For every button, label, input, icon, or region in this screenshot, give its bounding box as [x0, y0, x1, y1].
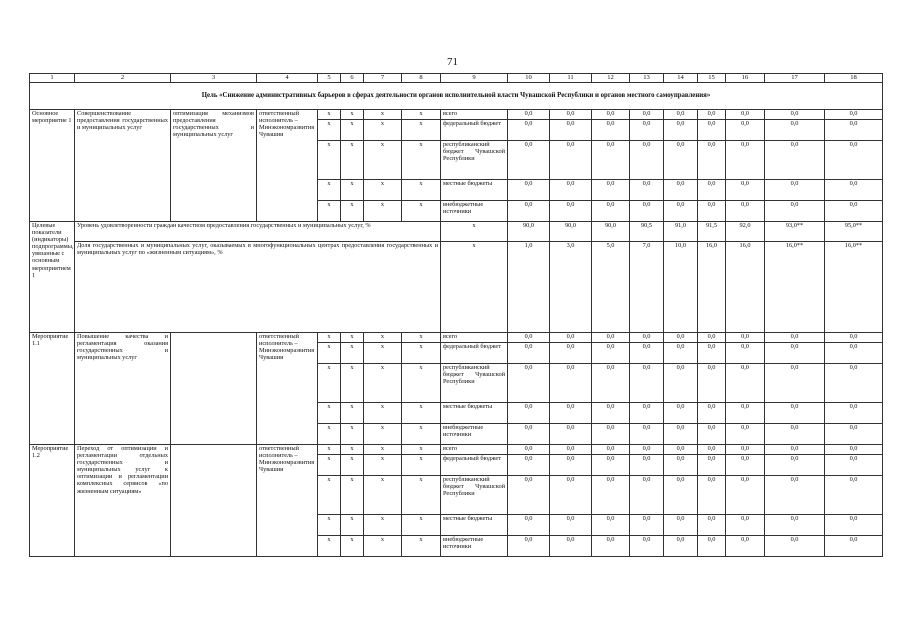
- measure-c2: Совершенствование предоставления государственных и муниципальных услуг: [75, 110, 171, 222]
- value-cell: 0,0: [726, 110, 765, 120]
- code-cell: x: [318, 403, 341, 424]
- code-cell: x: [341, 120, 364, 141]
- value-cell: 0,0: [825, 476, 883, 515]
- value-cell: 0,0: [592, 333, 630, 343]
- measure-c1: Основное мероприятие 1: [30, 110, 75, 222]
- code-cell: x: [402, 141, 441, 180]
- value-cell: 0,0: [550, 180, 592, 201]
- value-cell: 0,0: [825, 120, 883, 141]
- value-cell: 0,0: [765, 180, 825, 201]
- code-cell: x: [402, 515, 441, 536]
- value-cell: 0,0: [550, 476, 592, 515]
- source-cell: федеральный бюджет: [441, 120, 508, 141]
- value-cell: 0,0: [825, 201, 883, 222]
- budget-table: [29, 73, 883, 557]
- value-cell: 0,0: [726, 141, 765, 180]
- value-cell: 0,0: [726, 201, 765, 222]
- value-cell: 0,0: [550, 515, 592, 536]
- value-cell: 0,0: [765, 536, 825, 557]
- measure-c3: оптимизация механизмов предоставления государственных и муниципальных услуг: [171, 110, 257, 222]
- header-col-18: 18: [825, 74, 883, 83]
- target-value: 16,0**: [765, 242, 825, 333]
- value-cell: 0,0: [550, 120, 592, 141]
- header-col-3: 3: [171, 74, 257, 83]
- value-cell: 0,0: [726, 364, 765, 403]
- code-cell: x: [318, 201, 341, 222]
- value-cell: 0,0: [508, 120, 550, 141]
- code-cell: x: [318, 445, 341, 455]
- code-cell: x: [318, 455, 341, 476]
- value-cell: 0,0: [698, 120, 726, 141]
- value-cell: 0,0: [698, 445, 726, 455]
- code-cell: x: [364, 536, 402, 557]
- value-cell: 0,0: [630, 180, 664, 201]
- code-cell: x: [341, 201, 364, 222]
- value-cell: 0,0: [726, 536, 765, 557]
- measure-executor: ответственный исполнитель – Минэкономразвития Чувашии: [257, 110, 318, 222]
- value-cell: 0,0: [664, 445, 698, 455]
- value-cell: 0,0: [664, 515, 698, 536]
- code-cell: x: [341, 110, 364, 120]
- value-cell: 0,0: [698, 201, 726, 222]
- code-cell: x: [318, 515, 341, 536]
- value-cell: 0,0: [726, 343, 765, 364]
- code-cell: x: [318, 364, 341, 403]
- target-x: x: [441, 242, 508, 333]
- header-col-15: 15: [698, 74, 726, 83]
- value-cell: 0,0: [825, 455, 883, 476]
- code-cell: x: [318, 141, 341, 180]
- value-cell: 0,0: [630, 476, 664, 515]
- value-cell: 0,0: [630, 364, 664, 403]
- value-cell: 0,0: [664, 364, 698, 403]
- header-col-13: 13: [630, 74, 664, 83]
- source-cell: федеральный бюджет: [441, 343, 508, 364]
- value-cell: 0,0: [726, 476, 765, 515]
- target-value: 5,0: [592, 242, 630, 333]
- table-row: [30, 445, 883, 455]
- code-cell: x: [402, 120, 441, 141]
- value-cell: 0,0: [550, 455, 592, 476]
- source-cell: местные бюджеты: [441, 180, 508, 201]
- value-cell: 0,0: [592, 201, 630, 222]
- code-cell: x: [318, 120, 341, 141]
- code-cell: x: [402, 403, 441, 424]
- target-value: 91,0: [664, 222, 698, 242]
- source-cell: местные бюджеты: [441, 403, 508, 424]
- value-cell: 0,0: [664, 141, 698, 180]
- target-value: 95,0**: [825, 222, 883, 242]
- code-cell: x: [341, 333, 364, 343]
- value-cell: 0,0: [508, 180, 550, 201]
- value-cell: 0,0: [550, 201, 592, 222]
- value-cell: 0,0: [508, 515, 550, 536]
- value-cell: 0,0: [508, 110, 550, 120]
- value-cell: 0,0: [630, 120, 664, 141]
- measure-c2: Повышение качества и регламентация оказания государственных и муниципальных услуг: [75, 333, 171, 445]
- source-cell: местные бюджеты: [441, 515, 508, 536]
- value-cell: 0,0: [664, 424, 698, 445]
- value-cell: 0,0: [508, 364, 550, 403]
- value-cell: 0,0: [765, 515, 825, 536]
- value-cell: 0,0: [825, 343, 883, 364]
- code-cell: x: [364, 201, 402, 222]
- value-cell: 0,0: [825, 424, 883, 445]
- target-value: 16,0: [726, 242, 765, 333]
- value-cell: 0,0: [825, 445, 883, 455]
- goal-title: Цель «Снижение административных барьеров в сферах деятельности органов исполнительной власти Чувашской Республики и органов местного самоуправления»: [30, 83, 883, 110]
- code-cell: x: [364, 180, 402, 201]
- code-cell: x: [364, 445, 402, 455]
- value-cell: 0,0: [698, 333, 726, 343]
- header-col-4: 4: [257, 74, 318, 83]
- value-cell: 0,0: [698, 180, 726, 201]
- page-number: 71: [447, 56, 458, 68]
- source-cell: всего: [441, 445, 508, 455]
- code-cell: x: [318, 476, 341, 515]
- value-cell: 0,0: [726, 455, 765, 476]
- source-cell: всего: [441, 333, 508, 343]
- code-cell: x: [402, 333, 441, 343]
- value-cell: 0,0: [765, 141, 825, 180]
- value-cell: 0,0: [592, 364, 630, 403]
- code-cell: x: [364, 424, 402, 445]
- value-cell: 0,0: [550, 445, 592, 455]
- code-cell: x: [364, 515, 402, 536]
- value-cell: 0,0: [592, 180, 630, 201]
- value-cell: 0,0: [825, 364, 883, 403]
- value-cell: 0,0: [698, 141, 726, 180]
- value-cell: 0,0: [550, 364, 592, 403]
- source-cell: республиканский бюджет Чувашской Республики: [441, 476, 508, 515]
- source-cell: внебюджетные источники: [441, 201, 508, 222]
- code-cell: x: [402, 364, 441, 403]
- value-cell: 0,0: [698, 455, 726, 476]
- value-cell: 0,0: [592, 515, 630, 536]
- code-cell: x: [364, 455, 402, 476]
- code-cell: x: [341, 476, 364, 515]
- value-cell: 0,0: [726, 445, 765, 455]
- code-cell: x: [402, 201, 441, 222]
- code-cell: x: [341, 343, 364, 364]
- target-text: Уровень удовлетворенности граждан качеством предоставления государственных и муниципальных услуг, %: [75, 222, 441, 242]
- code-cell: x: [402, 424, 441, 445]
- table-row: [30, 333, 883, 343]
- value-cell: 0,0: [765, 333, 825, 343]
- header-col-12: 12: [592, 74, 630, 83]
- value-cell: 0,0: [765, 403, 825, 424]
- value-cell: 0,0: [765, 455, 825, 476]
- target-row: [30, 222, 883, 242]
- measure-c3: [171, 445, 257, 557]
- value-cell: 0,0: [630, 110, 664, 120]
- value-cell: 0,0: [664, 120, 698, 141]
- value-cell: 0,0: [630, 141, 664, 180]
- source-cell: всего: [441, 110, 508, 120]
- code-cell: x: [341, 536, 364, 557]
- value-cell: 0,0: [698, 515, 726, 536]
- value-cell: 0,0: [508, 536, 550, 557]
- value-cell: 0,0: [592, 476, 630, 515]
- header-col-1: 1: [30, 74, 75, 83]
- target-value: 10,0: [664, 242, 698, 333]
- value-cell: 0,0: [664, 403, 698, 424]
- value-cell: 0,0: [765, 120, 825, 141]
- measure-c1: Мероприятие 1.2: [30, 445, 75, 557]
- header-col-6: 6: [341, 74, 364, 83]
- source-cell: республиканский бюджет Чувашской Республики: [441, 141, 508, 180]
- code-cell: x: [402, 536, 441, 557]
- value-cell: 0,0: [698, 536, 726, 557]
- value-cell: 0,0: [825, 515, 883, 536]
- value-cell: 0,0: [765, 110, 825, 120]
- measure-c1: Мероприятие 1.1: [30, 333, 75, 445]
- value-cell: 0,0: [630, 424, 664, 445]
- code-cell: x: [318, 180, 341, 201]
- code-cell: x: [364, 110, 402, 120]
- code-cell: x: [318, 424, 341, 445]
- value-cell: 0,0: [630, 201, 664, 222]
- value-cell: 0,0: [630, 536, 664, 557]
- value-cell: 0,0: [664, 110, 698, 120]
- value-cell: 0,0: [664, 201, 698, 222]
- value-cell: 0,0: [508, 424, 550, 445]
- header-col-16: 16: [726, 74, 765, 83]
- code-cell: x: [318, 536, 341, 557]
- value-cell: 0,0: [630, 515, 664, 536]
- code-cell: x: [341, 455, 364, 476]
- value-cell: 0,0: [726, 515, 765, 536]
- code-cell: x: [341, 141, 364, 180]
- source-cell: республиканский бюджет Чувашской Республики: [441, 364, 508, 403]
- value-cell: 0,0: [508, 476, 550, 515]
- value-cell: 0,0: [592, 424, 630, 445]
- value-cell: 0,0: [765, 364, 825, 403]
- value-cell: 0,0: [630, 403, 664, 424]
- header-col-17: 17: [765, 74, 825, 83]
- value-cell: 0,0: [592, 536, 630, 557]
- target-row: [30, 242, 883, 333]
- value-cell: 0,0: [698, 364, 726, 403]
- value-cell: 0,0: [765, 445, 825, 455]
- value-cell: 0,0: [825, 333, 883, 343]
- value-cell: 0,0: [765, 201, 825, 222]
- target-value: 7,0: [630, 242, 664, 333]
- value-cell: 0,0: [664, 476, 698, 515]
- target-value: 91,5: [698, 222, 726, 242]
- value-cell: 0,0: [765, 476, 825, 515]
- code-cell: x: [341, 424, 364, 445]
- value-cell: 0,0: [630, 445, 664, 455]
- value-cell: 0,0: [825, 536, 883, 557]
- value-cell: 0,0: [592, 455, 630, 476]
- code-cell: x: [364, 364, 402, 403]
- header-col-7: 7: [364, 74, 402, 83]
- value-cell: 0,0: [592, 141, 630, 180]
- value-cell: 0,0: [825, 110, 883, 120]
- value-cell: 0,0: [664, 180, 698, 201]
- code-cell: x: [318, 110, 341, 120]
- code-cell: x: [402, 343, 441, 364]
- value-cell: 0,0: [726, 180, 765, 201]
- target-value: 90,5: [630, 222, 664, 242]
- value-cell: 0,0: [550, 141, 592, 180]
- measure-executor: ответственный исполнитель – Минэкономразвития Чувашии: [257, 333, 318, 445]
- value-cell: 0,0: [825, 141, 883, 180]
- header-row: [30, 74, 883, 83]
- value-cell: 0,0: [592, 110, 630, 120]
- code-cell: x: [402, 180, 441, 201]
- code-cell: x: [341, 445, 364, 455]
- value-cell: 0,0: [508, 445, 550, 455]
- value-cell: 0,0: [630, 455, 664, 476]
- target-value: 90,0: [508, 222, 550, 242]
- code-cell: x: [364, 333, 402, 343]
- value-cell: 0,0: [825, 180, 883, 201]
- value-cell: 0,0: [825, 403, 883, 424]
- target-text: Доля государственных и муниципальных услуг, оказываемых в многофункциональных центрах предоставления государственных и муниципальных услуг по «жизненным ситуациям», %: [75, 242, 441, 333]
- measure-c2: Переход от оптимизации и регламентации отдельных государственных и муниципальных услуг к оптимизации и регламентации комплексных сервисов «по жизненным ситуациям»: [75, 445, 171, 557]
- target-value: 92,0: [726, 222, 765, 242]
- value-cell: 0,0: [550, 110, 592, 120]
- value-cell: 0,0: [592, 403, 630, 424]
- code-cell: x: [364, 403, 402, 424]
- value-cell: 0,0: [698, 476, 726, 515]
- source-cell: внебюджетные источники: [441, 536, 508, 557]
- value-cell: 0,0: [508, 141, 550, 180]
- header-col-5: 5: [318, 74, 341, 83]
- value-cell: 0,0: [726, 333, 765, 343]
- code-cell: x: [364, 141, 402, 180]
- targets-label: Целевые показатели (индикаторы) подпрограммы, увязанные с основным мероприятием 1: [30, 222, 75, 333]
- value-cell: 0,0: [592, 445, 630, 455]
- value-cell: 0,0: [765, 343, 825, 364]
- value-cell: 0,0: [765, 424, 825, 445]
- table-row: [30, 110, 883, 120]
- value-cell: 0,0: [550, 343, 592, 364]
- value-cell: 0,0: [508, 455, 550, 476]
- value-cell: 0,0: [630, 333, 664, 343]
- value-cell: 0,0: [508, 201, 550, 222]
- header-col-11: 11: [550, 74, 592, 83]
- value-cell: 0,0: [592, 343, 630, 364]
- value-cell: 0,0: [726, 403, 765, 424]
- code-cell: x: [341, 403, 364, 424]
- code-cell: x: [364, 343, 402, 364]
- value-cell: 0,0: [508, 333, 550, 343]
- code-cell: x: [402, 445, 441, 455]
- value-cell: 0,0: [664, 333, 698, 343]
- code-cell: x: [402, 110, 441, 120]
- value-cell: 0,0: [698, 343, 726, 364]
- target-value: 16,0**: [825, 242, 883, 333]
- source-cell: внебюджетные источники: [441, 424, 508, 445]
- source-cell: федеральный бюджет: [441, 455, 508, 476]
- target-value: 90,0: [592, 222, 630, 242]
- value-cell: 0,0: [508, 403, 550, 424]
- code-cell: x: [364, 476, 402, 515]
- value-cell: 0,0: [698, 403, 726, 424]
- value-cell: 0,0: [550, 333, 592, 343]
- header-col-9: 9: [441, 74, 508, 83]
- code-cell: x: [318, 343, 341, 364]
- value-cell: 0,0: [698, 110, 726, 120]
- target-value: 16,0: [698, 242, 726, 333]
- header-col-2: 2: [75, 74, 171, 83]
- target-value: 90,0: [550, 222, 592, 242]
- target-value: 93,0**: [765, 222, 825, 242]
- measure-executor: ответственный исполнитель – Минэкономразвития Чувашии: [257, 445, 318, 557]
- value-cell: 0,0: [630, 343, 664, 364]
- value-cell: 0,0: [726, 120, 765, 141]
- code-cell: x: [402, 476, 441, 515]
- code-cell: x: [341, 180, 364, 201]
- code-cell: x: [341, 515, 364, 536]
- value-cell: 0,0: [508, 343, 550, 364]
- value-cell: 0,0: [550, 403, 592, 424]
- header-col-8: 8: [402, 74, 441, 83]
- code-cell: x: [341, 364, 364, 403]
- value-cell: 0,0: [550, 424, 592, 445]
- code-cell: x: [402, 455, 441, 476]
- value-cell: 0,0: [592, 120, 630, 141]
- value-cell: 0,0: [664, 343, 698, 364]
- goal-row: [30, 83, 883, 110]
- target-x: x: [441, 222, 508, 242]
- value-cell: 0,0: [664, 536, 698, 557]
- value-cell: 0,0: [664, 455, 698, 476]
- header-col-10: 10: [508, 74, 550, 83]
- measure-c3: [171, 333, 257, 445]
- value-cell: 0,0: [726, 424, 765, 445]
- target-value: 3,0: [550, 242, 592, 333]
- target-value: 1,0: [508, 242, 550, 333]
- code-cell: x: [318, 333, 341, 343]
- value-cell: 0,0: [698, 424, 726, 445]
- header-col-14: 14: [664, 74, 698, 83]
- code-cell: x: [364, 120, 402, 141]
- value-cell: 0,0: [550, 536, 592, 557]
